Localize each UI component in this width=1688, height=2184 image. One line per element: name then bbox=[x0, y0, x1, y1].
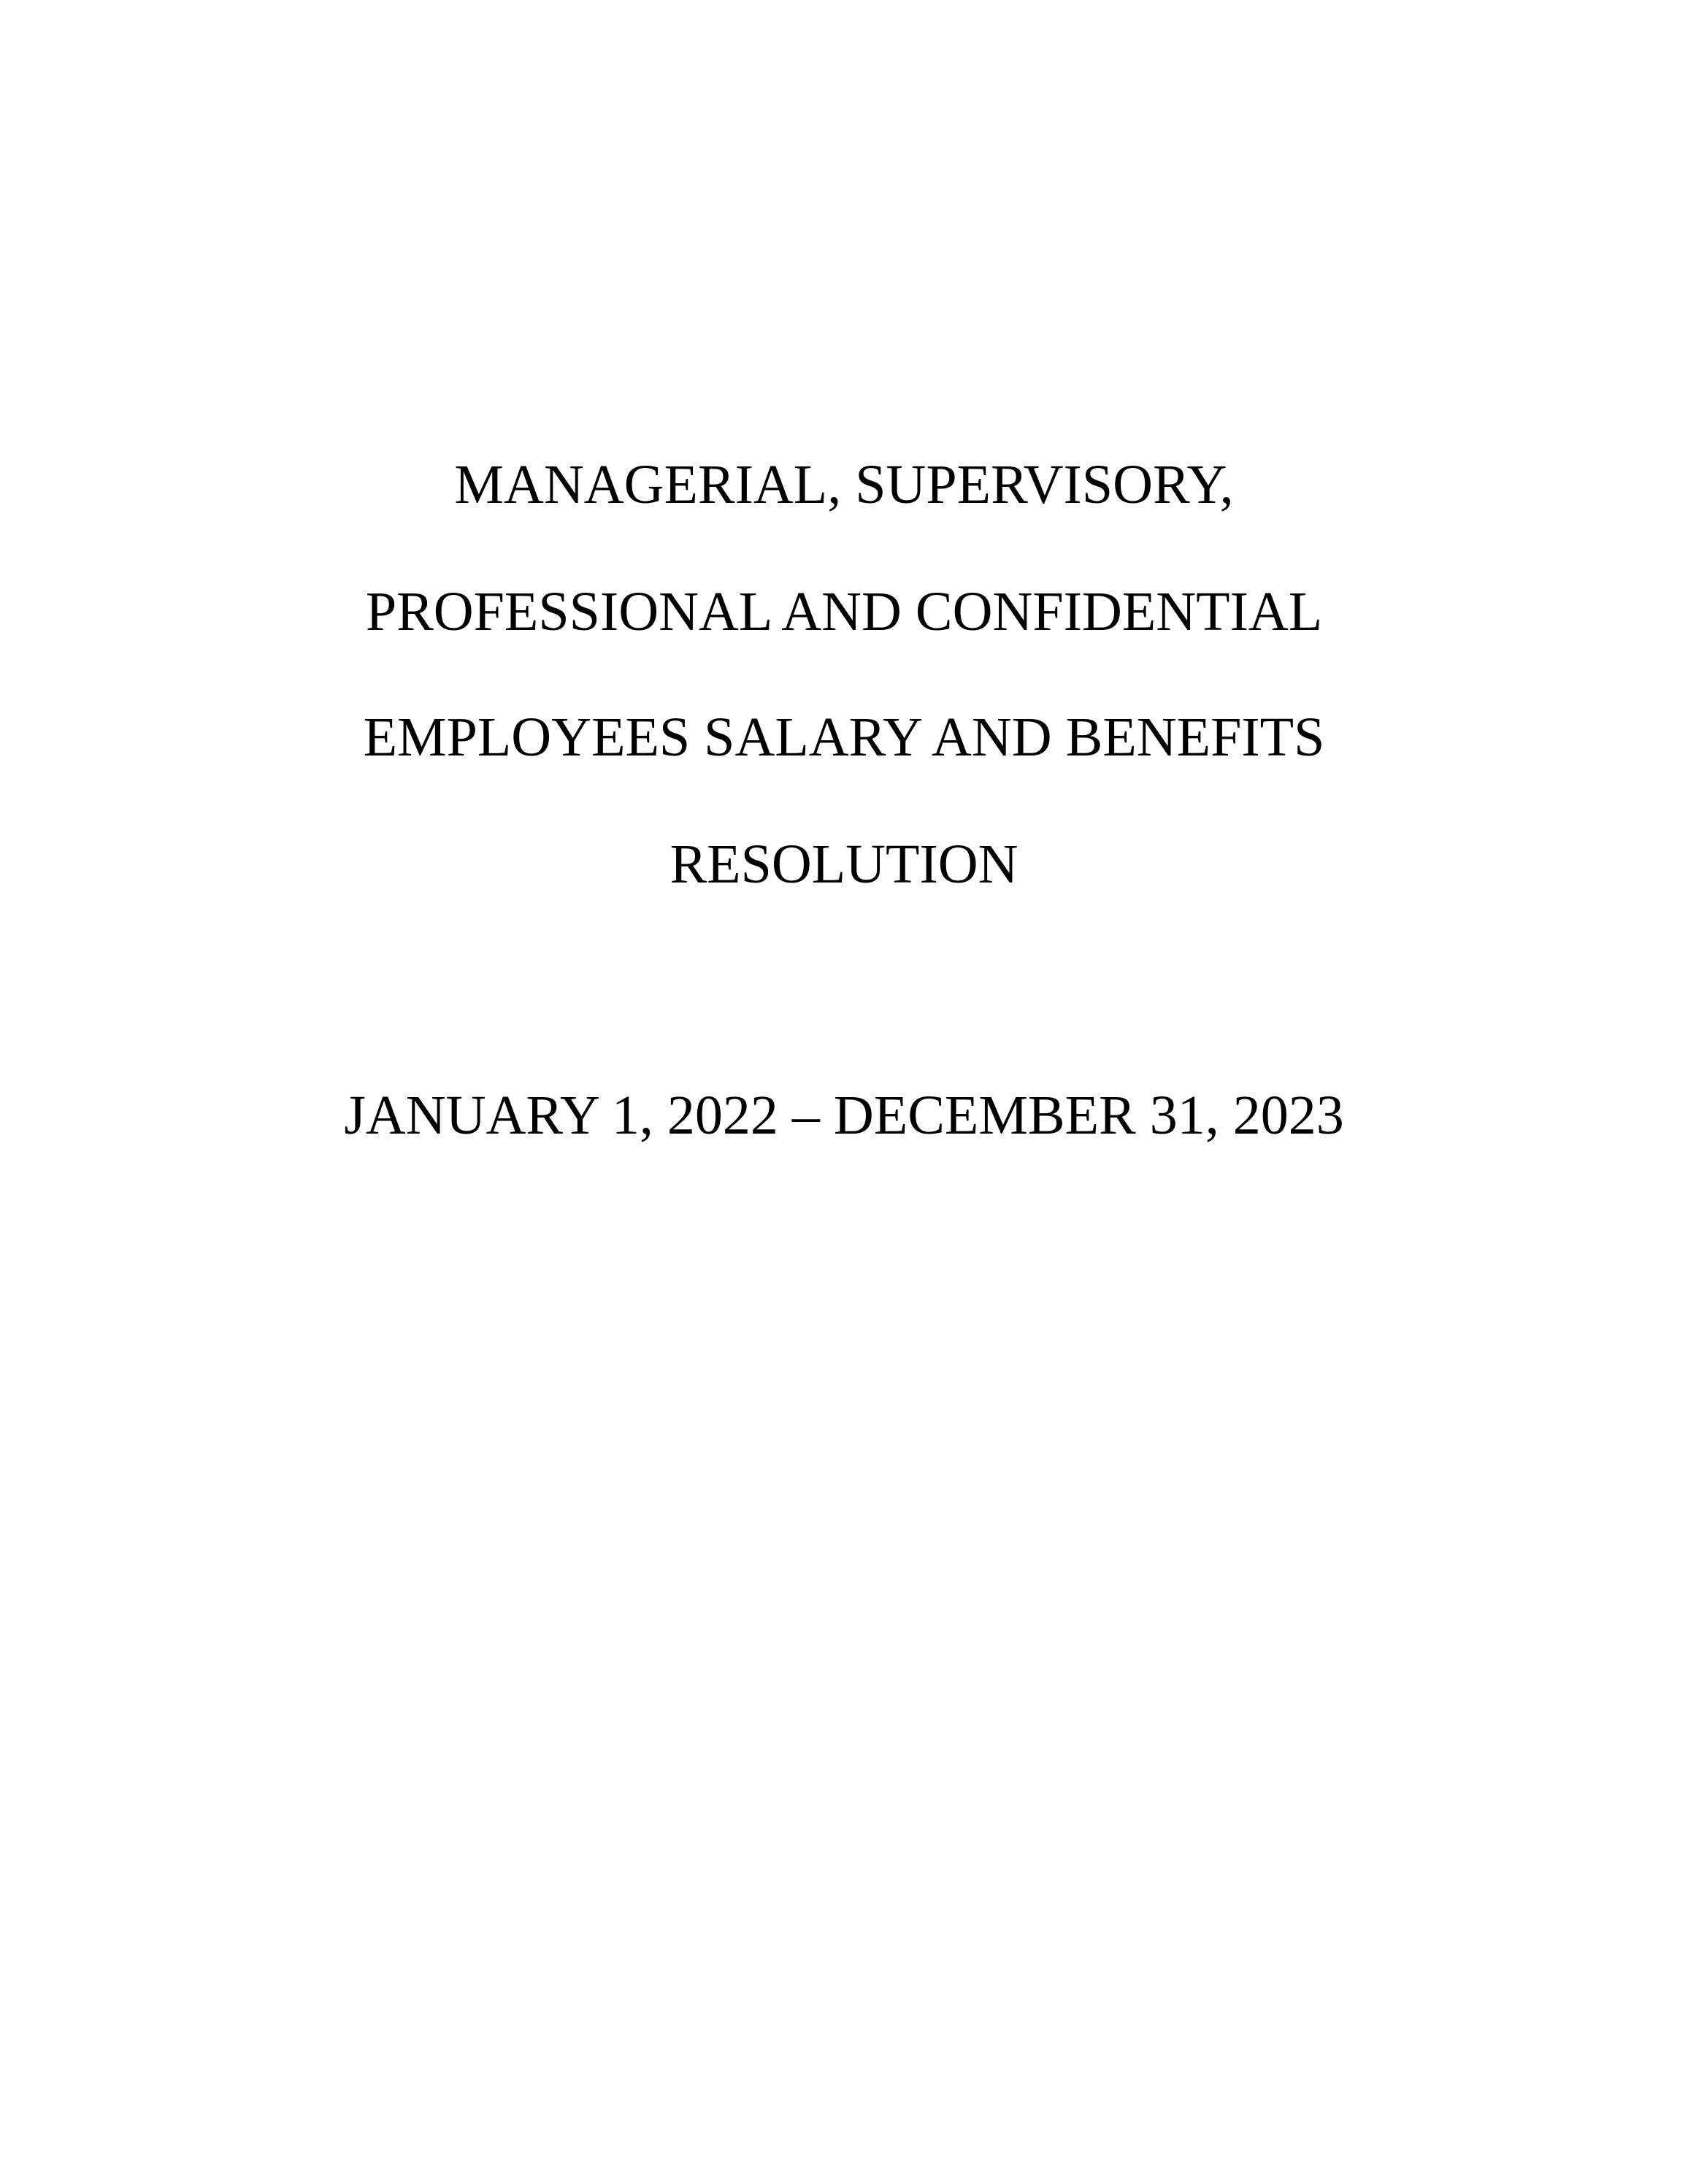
date-range: JANUARY 1, 2022 – DECEMBER 31, 2023 bbox=[344, 1085, 1344, 1146]
title-line-4: RESOLUTION bbox=[670, 834, 1018, 895]
title-line-2: PROFESSIONAL AND CONFIDENTIAL bbox=[365, 581, 1323, 642]
title-line-1: MANAGERIAL, SUPERVISORY, bbox=[454, 454, 1234, 515]
title-line-3: EMPLOYEES SALARY AND BENEFITS bbox=[363, 707, 1325, 768]
